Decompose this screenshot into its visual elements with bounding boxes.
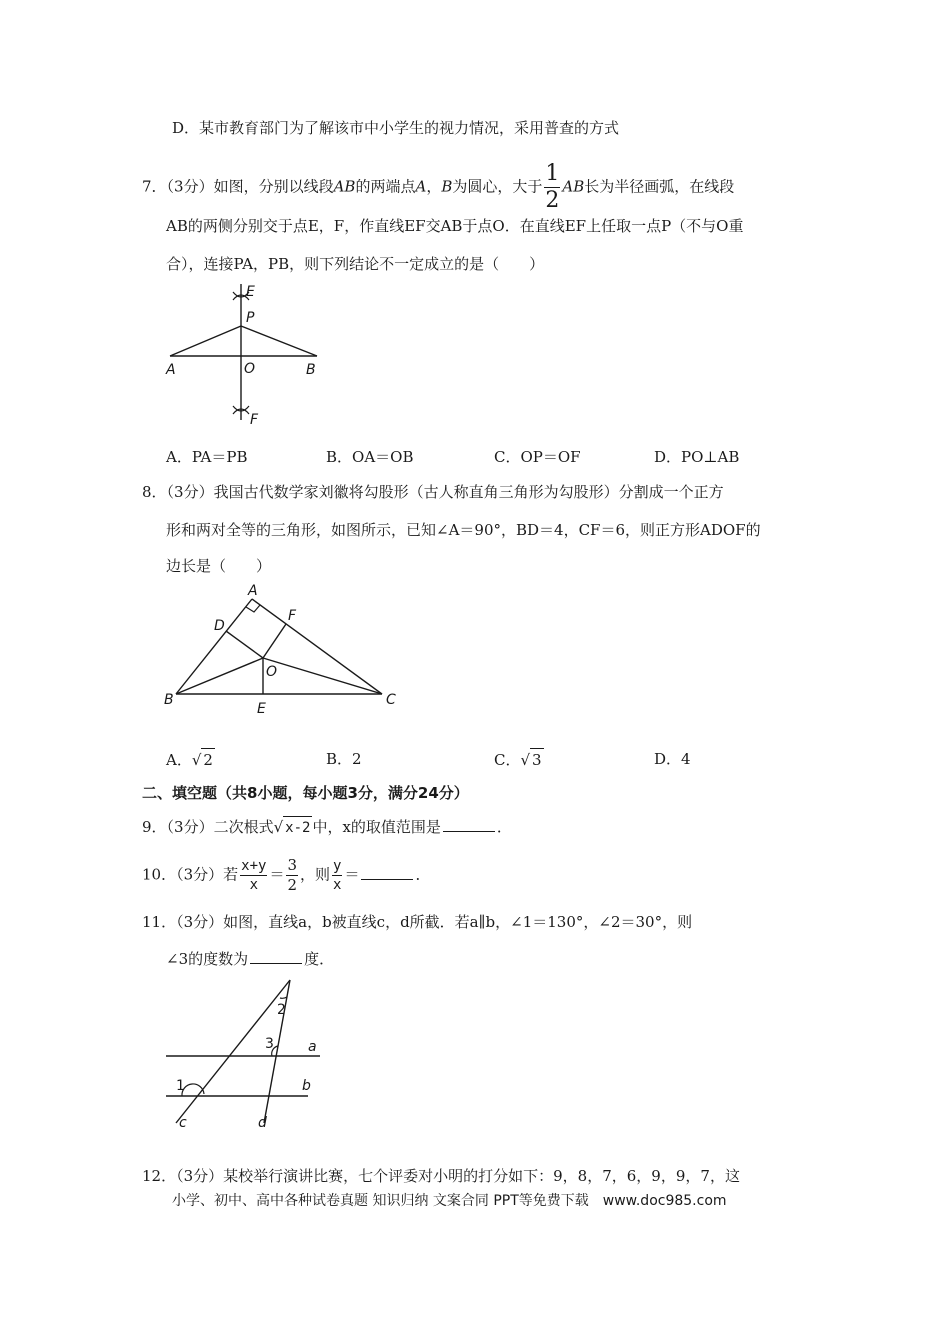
footer-watermark: 小学、初中、高中各种试卷真题 知识归纳 文案合同 PPT等免费下载 www.doc985.com	[172, 1193, 727, 1209]
q7-label-p: P	[246, 310, 255, 326]
q8-label-c: C	[386, 692, 396, 708]
q7-label-b: B	[306, 362, 316, 378]
q7-label-o: O	[244, 361, 256, 377]
q7-line1: 7．（3分）如图，分别以线段AB的两端点A，B为圆心，大于 $\frac{1}{2}$ AB长为半径画弧，在线段	[142, 161, 735, 213]
q8-figure	[160, 582, 420, 722]
q8-option-a: A．√ 2	[166, 748, 215, 771]
q7-option-d: D．PO⊥AB	[654, 448, 740, 466]
q11-line2: ∠3的度数为 度．	[166, 950, 335, 968]
q11-label-1: 1	[176, 1078, 185, 1094]
q8-label-b: B	[164, 692, 174, 708]
q8-option-a-sqrt: √ 2	[192, 748, 215, 771]
q11-label-2: 2	[277, 1002, 286, 1018]
q8-option-b: B．2	[326, 750, 362, 768]
q8-option-d: D．4	[654, 750, 691, 768]
q8-label-d: D	[214, 618, 225, 634]
q11-label-c: c	[179, 1115, 187, 1131]
q10-fraction-1: $\frac{x+y}{x}$	[241, 858, 267, 893]
q9-line: 9．（3分）二次根式√ x-2 中，x的取值范围是 ．	[142, 816, 512, 839]
q8-label-e: E	[257, 701, 266, 717]
q8-option-c: C．√ 3	[494, 748, 544, 771]
q10-answer-blank[interactable]	[361, 865, 413, 880]
q6-option-d: D．某市教育部门为了解该市中小学生的视力情况，采用普查的方式	[172, 119, 620, 137]
q11-label-3: 3	[265, 1036, 274, 1052]
q8-option-c-sqrt: √ 3	[520, 748, 543, 771]
q10-line: 10．（3分）若 $\frac{x+y}{x}$ ＝ $\frac{3}{2}$ ，则 $\frac{y}{x}$ ＝ ．	[142, 856, 431, 894]
q8-label-o: O	[266, 664, 278, 680]
q7-line3: 合），连接PA，PB，则下列结论不一定成立的是（ ）	[166, 255, 545, 273]
q8-line3: 边长是（ ）	[166, 557, 272, 575]
q7-fraction: $\frac{1}{2}$	[545, 161, 560, 213]
q11-figure	[160, 978, 340, 1131]
q8-line2: 形和两对全等的三角形，如图所示，已知∠A＝90°，BD＝4，CF＝6，则正方形ADOF的	[166, 521, 761, 539]
q12-line1: 12．（3分）某校举行演讲比赛，七个评委对小明的打分如下：9，8，7，6，9，9，7，这	[142, 1167, 740, 1185]
q7-option-c: C．OP＝OF	[494, 448, 581, 466]
q10-fraction-3: $\frac{y}{x}$	[333, 858, 342, 893]
q7-label-a: A	[166, 362, 176, 378]
q11-label-b: b	[302, 1078, 311, 1094]
q7-option-a: A．PA＝PB	[166, 448, 248, 466]
q7-label-e: E	[246, 284, 255, 300]
q9-answer-blank[interactable]	[443, 817, 495, 832]
q11-label-a: a	[308, 1039, 317, 1055]
q11-line1: 11．（3分）如图，直线a，b被直线c，d所截．若a∥b，∠1＝130°，∠2＝30°，则	[142, 913, 693, 931]
q7-label-f: F	[250, 412, 259, 428]
q11-label-d: d	[258, 1115, 267, 1131]
q7-option-b: B．OA＝OB	[326, 448, 414, 466]
q8-label-a: A	[248, 583, 258, 599]
q7-figure	[160, 280, 340, 440]
q8-label-f: F	[288, 608, 297, 624]
q10-fraction-2: $\frac{3}{2}$	[287, 856, 297, 894]
q7-line2: AB的两侧分别交于点E，F，作直线EF交AB于点O．在直线EF上任取一点P（不与O重	[166, 217, 744, 235]
q11-answer-blank[interactable]	[250, 949, 302, 964]
q9-sqrt: √ x-2	[274, 816, 313, 839]
section2-heading: 二、填空题（共8小题，每小题3分，满分24分）	[142, 784, 469, 802]
q8-line1: 8．（3分）我国古代数学家刘徽将勾股形（古人称直角三角形为勾股形）分割成一个正方	[142, 483, 724, 501]
